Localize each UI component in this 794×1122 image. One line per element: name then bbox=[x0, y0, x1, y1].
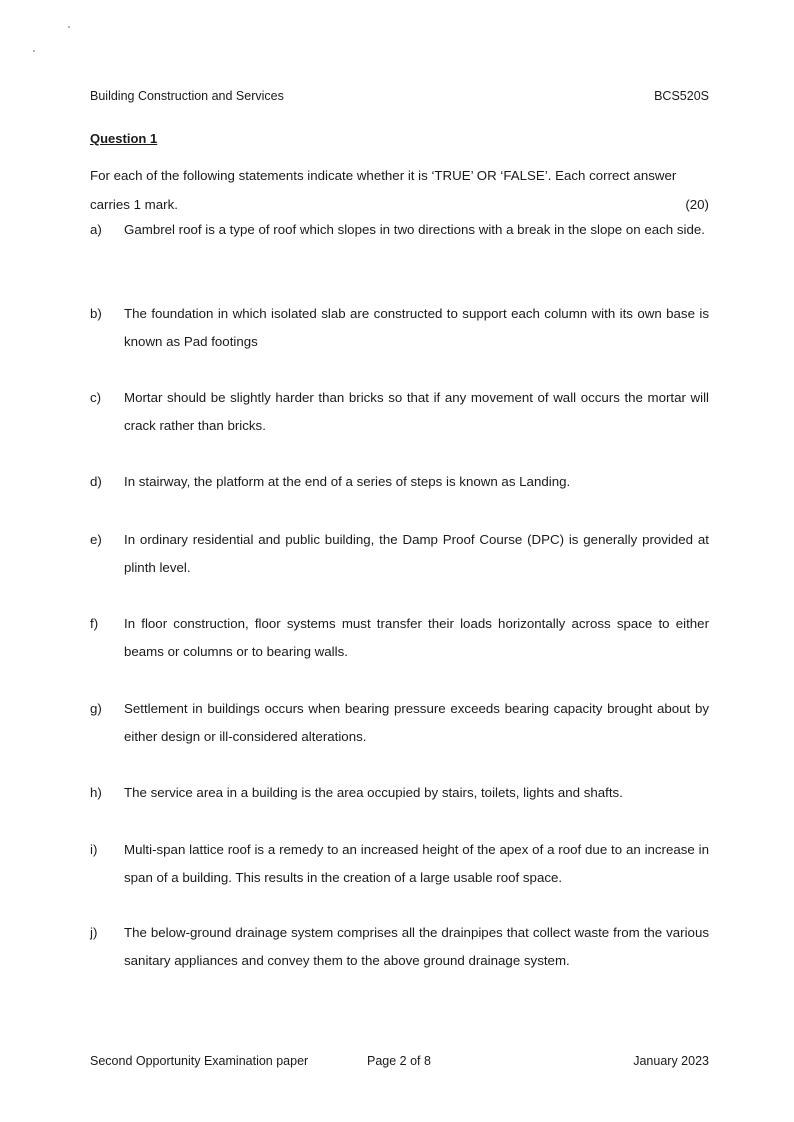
exam-date: January 2023 bbox=[633, 1054, 709, 1068]
page-number: Page 2 of 8 bbox=[367, 1054, 431, 1068]
instruction-line-1: For each of the following statements indicate whether it is ‘TRUE’ OR ‘FALSE’. Each correct answer bbox=[90, 168, 677, 183]
scan-speck bbox=[68, 26, 70, 28]
statement-item bbox=[90, 919, 709, 975]
statement-label: a) bbox=[90, 222, 102, 237]
statement-label: c) bbox=[90, 390, 102, 405]
statement-item bbox=[90, 610, 709, 666]
statement-text: Multi-span lattice roof is a remedy to an increased height of the apex of a roof due to an increase in span of a building. This results in the creation of a large usable roof space. bbox=[124, 842, 709, 885]
statement-label: b) bbox=[90, 306, 102, 321]
statement-item bbox=[90, 779, 709, 807]
statement-label: j) bbox=[90, 925, 98, 940]
scan-speck bbox=[33, 50, 35, 52]
question-title: Question 1 bbox=[90, 131, 158, 146]
question-instruction bbox=[90, 161, 709, 219]
statement-item bbox=[90, 836, 709, 892]
statement-item bbox=[90, 695, 709, 751]
statement-text: Gambrel roof is a type of roof which slopes in two directions with a break in the slope on each side. bbox=[124, 222, 705, 237]
paper-type: Second Opportunity Examination paper bbox=[90, 1054, 309, 1068]
statement-item bbox=[90, 384, 709, 440]
marks-total: (20) bbox=[685, 197, 709, 212]
statement-label: d) bbox=[90, 474, 102, 489]
page-footer bbox=[90, 1054, 709, 1072]
statement-text: The service area in a building is the area occupied by stairs, toilets, lights and shafts. bbox=[124, 785, 623, 800]
statement-text: Mortar should be slightly harder than bricks so that if any movement of wall occurs the mortar will crack rather than bricks. bbox=[124, 390, 709, 433]
statement-item bbox=[90, 216, 709, 244]
statement-text: The foundation in which isolated slab are constructed to support each column with its own base is known as Pad footings bbox=[124, 306, 709, 349]
statement-item bbox=[90, 526, 709, 582]
statement-text: In stairway, the platform at the end of a series of steps is known as Landing. bbox=[124, 474, 571, 489]
statement-text: In floor construction, floor systems must transfer their loads horizontally across space to either beams or columns or to bearing walls. bbox=[124, 616, 709, 659]
statement-label: e) bbox=[90, 532, 102, 547]
statement-item bbox=[90, 300, 709, 356]
course-code: BCS520S bbox=[654, 89, 709, 103]
statement-text: The below-ground drainage system comprises all the drainpipes that collect waste from the various sanitary appliances and convey them to the above ground drainage system. bbox=[124, 925, 709, 968]
instruction-line-2: carries 1 mark. bbox=[90, 197, 178, 212]
course-name: Building Construction and Services bbox=[90, 89, 284, 103]
statement-text: In ordinary residential and public building, the Damp Proof Course (DPC) is generally provided at plinth level. bbox=[124, 532, 709, 575]
statement-label: h) bbox=[90, 785, 102, 800]
page-header bbox=[90, 89, 709, 107]
statement-label: g) bbox=[90, 701, 102, 716]
statement-item bbox=[90, 468, 709, 496]
statement-text: Settlement in buildings occurs when bearing pressure exceeds bearing capacity brought about by either design or ill-considered alterations. bbox=[124, 701, 709, 744]
instruction-line-2-row bbox=[90, 190, 709, 219]
statement-label: f) bbox=[90, 616, 99, 631]
statement-label: i) bbox=[90, 842, 98, 857]
